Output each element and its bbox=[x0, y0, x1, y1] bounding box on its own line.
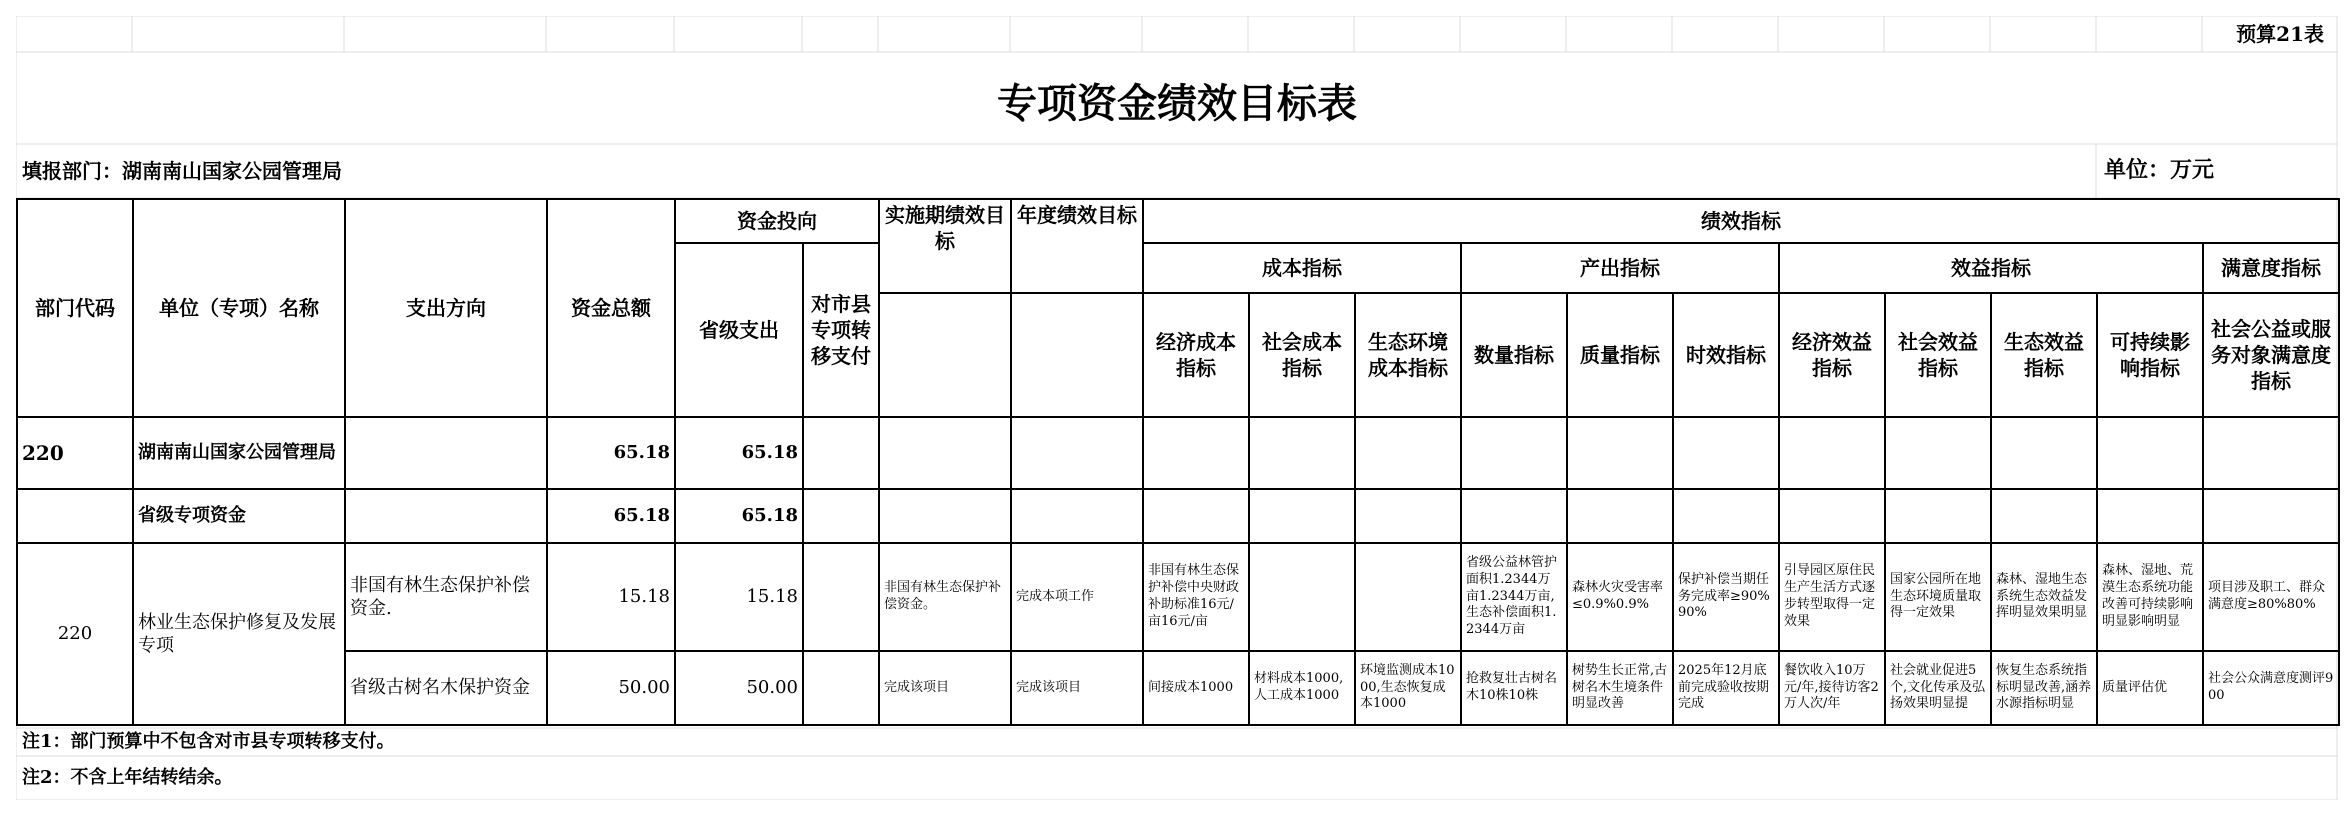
item2-social-cost: 材料成本1000,人工成本1000 bbox=[1249, 651, 1355, 725]
item1-quantity: 省级公益林管护面积1.2344万亩1.2344万亩,生态补偿面积1.2344万亩 bbox=[1461, 543, 1567, 651]
item2-total: 50.00 bbox=[547, 651, 675, 725]
dept-total-cell: 65.18 bbox=[547, 417, 675, 489]
header-cost: 成本指标 bbox=[1143, 243, 1461, 293]
note-2: 注2：不含上年结转结余。 bbox=[22, 767, 233, 788]
item2-direction: 省级古树名木保护资金 bbox=[345, 651, 547, 725]
item2-eco-benefit: 恢复生态系统指标明显改善,涵养水源指标明显 bbox=[1991, 651, 2097, 725]
header-econ-cost: 经济成本指标 bbox=[1143, 293, 1249, 417]
group-code-cell: 220 bbox=[17, 543, 133, 725]
table-row bbox=[17, 489, 2339, 543]
item1-social-benefit: 国家公园所在地生态环境质量取得一定效果 bbox=[1885, 543, 1991, 651]
header-total: 资金总额 bbox=[547, 199, 675, 417]
item1-eco-benefit: 森林、湿地生态系统生态效益发挥明显效果明显 bbox=[1991, 543, 2097, 651]
group-name-cell: 林业生态保护修复及发展专项 bbox=[133, 543, 345, 725]
header-satisfaction: 满意度指标 bbox=[2203, 243, 2339, 293]
header-eco-benefit: 生态效益指标 bbox=[1991, 293, 2097, 417]
item1-annual-goal: 完成本项工作 bbox=[1011, 543, 1143, 651]
header-quantity: 数量指标 bbox=[1461, 293, 1567, 417]
item2-econ-benefit: 餐饮收入10万元/年,接待访客2万人次/年 bbox=[1779, 651, 1885, 725]
item1-transfer bbox=[803, 543, 879, 651]
item2-eco-cost: 环境监测成本1000,生态恢复成本1000 bbox=[1355, 651, 1461, 725]
empty-cell bbox=[345, 417, 547, 489]
header-eco-cost: 生态环境成本指标 bbox=[1355, 293, 1461, 417]
filing-department-label: 填报部门： bbox=[22, 159, 122, 183]
performance-table bbox=[16, 198, 2340, 726]
header-sustain: 可持续影响指标 bbox=[2097, 293, 2203, 417]
header-row-1 bbox=[17, 199, 2339, 243]
header-period-goal: 实施期绩效目标 bbox=[879, 199, 1011, 293]
item2-public-sat: 社会公众满意度测评900 bbox=[2203, 651, 2339, 725]
header-output: 产出指标 bbox=[1461, 243, 1779, 293]
header-social-benefit: 社会效益指标 bbox=[1885, 293, 1991, 417]
dept-provincial-cell: 65.18 bbox=[675, 417, 803, 489]
item1-eco-cost bbox=[1355, 543, 1461, 651]
dept-name-cell: 湖南南山国家公园管理局 bbox=[133, 417, 345, 489]
table-row bbox=[17, 417, 2339, 489]
header-benefit: 效益指标 bbox=[1779, 243, 2203, 293]
header-public-sat: 社会公益或服务对象满意度指标 bbox=[2203, 293, 2339, 417]
item1-direction: 非国有林生态保护补偿资金. bbox=[345, 543, 547, 651]
item1-social-cost bbox=[1249, 543, 1355, 651]
item1-public-sat: 项目涉及职工、群众满意度≥80%80% bbox=[2203, 543, 2339, 651]
item1-quality: 森林火灾受害率≤0.9%0.9% bbox=[1567, 543, 1673, 651]
header-transfer: 对市县专项转移支付 bbox=[803, 243, 879, 417]
table-row bbox=[17, 651, 2339, 725]
page-title: 专项资金绩效目标表 bbox=[997, 80, 1357, 127]
header-annual-goal: 年度绩效目标 bbox=[1011, 199, 1143, 293]
item2-timeliness: 2025年12月底前完成验收按期完成 bbox=[1673, 651, 1779, 725]
period-goal-blank bbox=[879, 293, 1011, 417]
item2-annual-goal: 完成该项目 bbox=[1011, 651, 1143, 725]
item1-sustain: 森林、湿地、荒漠生态系统功能改善可持续影响明显影响明显 bbox=[2097, 543, 2203, 651]
dept-code-cell: 220 bbox=[17, 417, 133, 489]
table-number: 预算21表 bbox=[2236, 22, 2324, 46]
filing-department-name: 湖南南山国家公园管理局 bbox=[122, 159, 342, 183]
sub-name-cell: 省级专项资金 bbox=[133, 489, 345, 543]
item1-provincial: 15.18 bbox=[675, 543, 803, 651]
header-social-cost: 社会成本指标 bbox=[1249, 293, 1355, 417]
item1-period-goal: 非国有林生态保护补偿资金。 bbox=[879, 543, 1011, 651]
item2-period-goal: 完成该项目 bbox=[879, 651, 1011, 725]
header-econ-benefit: 经济效益指标 bbox=[1779, 293, 1885, 417]
unit-info bbox=[2104, 154, 2214, 186]
item2-quantity: 抢救复壮古树名木10株10株 bbox=[1461, 651, 1567, 725]
item1-econ-cost: 非国有林生态保护补偿中央财政补助标准16元/亩16元/亩 bbox=[1143, 543, 1249, 651]
item2-provincial: 50.00 bbox=[675, 651, 803, 725]
header-fund-flow: 资金投向 bbox=[675, 199, 879, 243]
unit-value: 万元 bbox=[2170, 157, 2215, 183]
note-1: 注1：部门预算中不包含对市县专项转移支付。 bbox=[22, 731, 395, 752]
header-quality: 质量指标 bbox=[1567, 293, 1673, 417]
header-direction: 支出方向 bbox=[345, 199, 547, 417]
item2-social-benefit: 社会就业促进5个,文化传承及弘扬效果明显提 bbox=[1885, 651, 1991, 725]
item1-econ-benefit: 引导园区原住民生产生活方式逐步转型取得一定效果 bbox=[1779, 543, 1885, 651]
header-performance: 绩效指标 bbox=[1143, 199, 2339, 243]
empty-cell bbox=[345, 489, 547, 543]
item2-sustain: 质量评估优 bbox=[2097, 651, 2203, 725]
item1-total: 15.18 bbox=[547, 543, 675, 651]
empty-cell bbox=[17, 489, 133, 543]
header-provincial: 省级支出 bbox=[675, 243, 803, 417]
header-unit-name: 单位（专项）名称 bbox=[133, 199, 345, 417]
table-row bbox=[17, 543, 2339, 651]
header-timeliness: 时效指标 bbox=[1673, 293, 1779, 417]
spreadsheet bbox=[16, 16, 2338, 800]
header-dept-code: 部门代码 bbox=[17, 199, 133, 417]
sub-provincial-cell: 65.18 bbox=[675, 489, 803, 543]
sub-total-cell: 65.18 bbox=[547, 489, 675, 543]
item2-quality: 树势生长正常,古树名木生境条件明显改善 bbox=[1567, 651, 1673, 725]
annual-goal-blank bbox=[1011, 293, 1143, 417]
item1-timeliness: 保护补偿当期任务完成率≥90%90% bbox=[1673, 543, 1779, 651]
item2-transfer bbox=[803, 651, 879, 725]
unit-label: 单位： bbox=[2104, 157, 2171, 183]
filing-department bbox=[22, 156, 342, 186]
item2-econ-cost: 间接成本1000 bbox=[1143, 651, 1249, 725]
